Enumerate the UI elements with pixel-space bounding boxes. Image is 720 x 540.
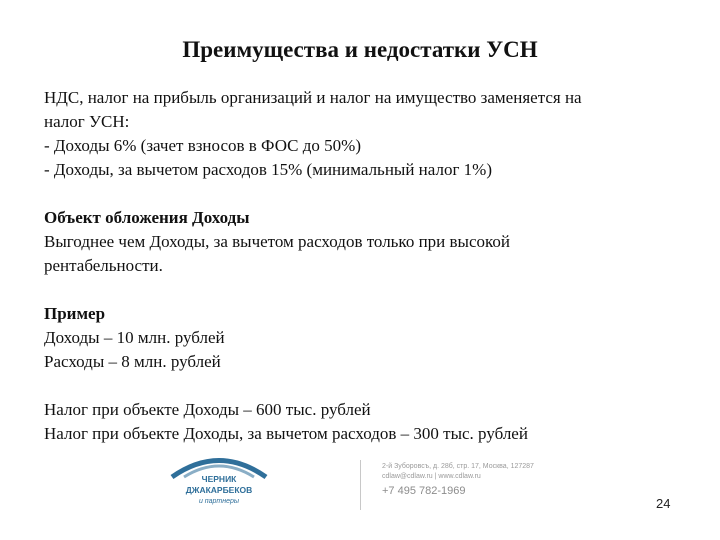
text-line: рентабельности.: [44, 256, 163, 275]
spacer: [44, 278, 684, 302]
text-line: Налог при объекте Доходы, за вычетом расходов – 300 тыс. рублей: [44, 424, 528, 443]
logo-line3: и партнеры: [198, 498, 240, 505]
footer-email: cdlaw@cdlaw.ru | www.cdlaw.ru: [382, 473, 481, 480]
text-line: Выгоднее чем Доходы, за вычетом расходов только при высокой: [44, 232, 511, 251]
text-line: - Доходы, за вычетом расходов 15% (минимальный налог 1%): [44, 160, 493, 179]
spacer: [44, 374, 684, 398]
page-number: 24: [656, 496, 671, 511]
logo-text: [164, 474, 274, 507]
footer-phone: +7 495 782-1969: [382, 485, 466, 497]
footer-address: 2-й Зуборовсъ, д. 28б, стр. 17, Москва, 127287: [382, 463, 534, 470]
text-line: НДС, налог на прибыль организаций и налог на имущество заменяется на: [44, 88, 582, 107]
logo-line2: ДЖАКАРБЕКОВ: [185, 485, 253, 495]
text-line: Доходы – 10 млн. рублей: [44, 328, 225, 347]
text-line: налог УСН:: [44, 112, 130, 131]
text-line: - Доходы 6% (зачет взносов в ФОС до 50%): [44, 136, 361, 155]
logo-line1: ЧЕРНИК: [201, 474, 237, 484]
company-logo: [164, 450, 274, 526]
text-line: Налог при объекте Доходы – 600 тыс. рублей: [44, 400, 371, 419]
example-heading: Пример: [44, 304, 106, 323]
footer-divider: [360, 460, 361, 510]
spacer: [44, 182, 684, 206]
footer-contacts: [382, 462, 632, 499]
text-line: Расходы – 8 млн. рублей: [44, 352, 221, 371]
slide-body: [44, 86, 684, 446]
object-heading: Объект обложения Доходы: [44, 208, 250, 227]
slide-title: Преимущества и недостатки УСН: [182, 37, 538, 62]
